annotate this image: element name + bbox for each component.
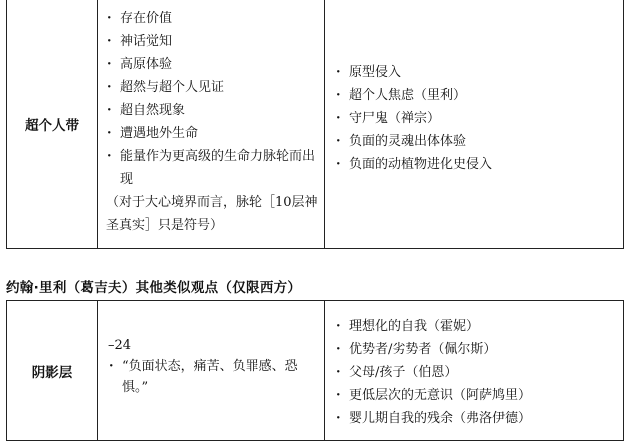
level-number: –24 [108, 338, 132, 353]
row-label-cell [7, 301, 98, 441]
state-cell [98, 301, 325, 441]
pathology-cell [325, 0, 624, 249]
list-item: · 负面的灵魂出体体验 [333, 130, 617, 153]
phenomena-list [104, 7, 318, 191]
table-row [7, 0, 624, 249]
row-label-cell [7, 0, 98, 249]
list-item: · 负面的动植物进化史侵入 [333, 153, 617, 176]
list-item: · 超然与超个人见证 [104, 76, 318, 99]
row-label: 阴影层 [31, 364, 73, 381]
list-item: · 婴儿期自我的残余（弗洛伊德） [333, 407, 617, 430]
shadow-level-table [6, 300, 624, 441]
section-title: 约翰·里利（葛吉夫）其他类似观点（仅限西方） [6, 280, 302, 296]
list-item: · 更低层次的无意识（阿萨鸠里） [333, 384, 617, 407]
table-row [7, 301, 624, 441]
list-item: · 存在价值 [104, 7, 318, 30]
quote-text: · “负面状态，痛苦、负罪感、恐惧。” [106, 356, 318, 398]
list-item: · 能量作为更高级的生命力脉轮而出现 [104, 145, 318, 191]
list-item: · 优势者/劣势者（佩尔斯） [333, 338, 617, 361]
views-list [333, 315, 617, 430]
list-item: · 超个人焦虑（里利） [333, 84, 617, 107]
list-item: · 超自然现象 [104, 99, 318, 122]
note-text: （对于大心境界而言，脉轮［10层神圣真实］只是符号） [106, 195, 318, 233]
phenomena-cell [98, 0, 325, 249]
list-item: · 遭遇地外生命 [104, 122, 318, 145]
row-label: 超个人带 [25, 117, 79, 134]
views-cell [325, 301, 624, 441]
list-item: · 父母/孩子（伯恩） [333, 361, 617, 384]
list-item: · 守尸鬼（禅宗） [333, 107, 617, 130]
transpersonal-band-table [6, 0, 624, 249]
list-item: · 高原体验 [104, 53, 318, 76]
list-item: · 理想化的自我（霍妮） [333, 315, 617, 338]
pathology-list [333, 61, 617, 176]
list-item: · 原型侵入 [333, 61, 617, 84]
list-item: · 神话觉知 [104, 30, 318, 53]
